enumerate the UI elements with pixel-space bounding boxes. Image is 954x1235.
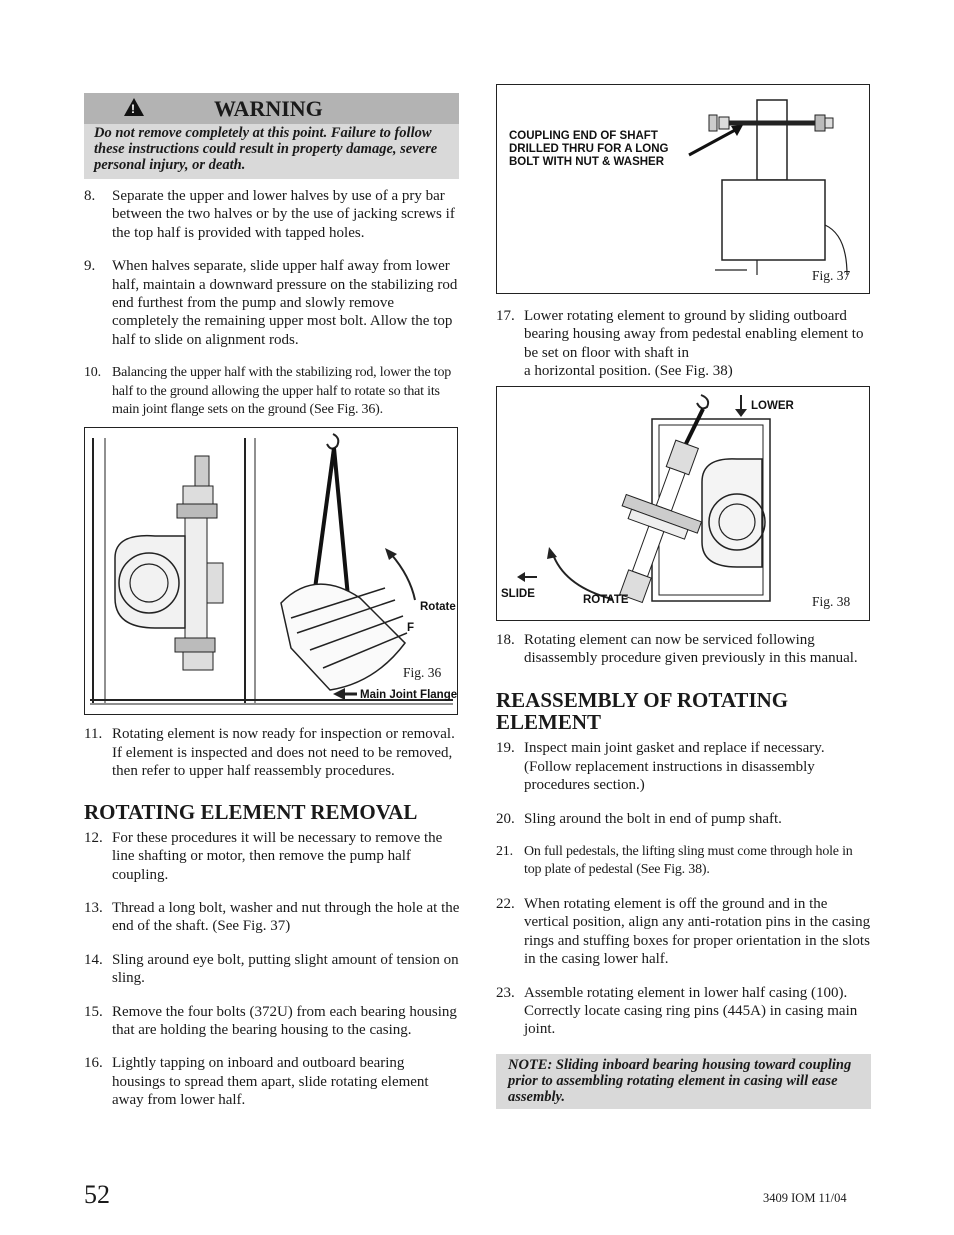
steps-list-17 bbox=[496, 307, 871, 381]
step-18 bbox=[496, 631, 871, 668]
step-text: When rotating element is off the ground and in the vertical position, align any anti-rotation pins in the casing rings and stuffing boxes for proper orientation in the slots in the casing lower half. bbox=[524, 895, 871, 968]
fig38-rotate-label: ROTATE bbox=[583, 593, 629, 606]
step-number: 18. bbox=[496, 631, 515, 648]
fig36-rotate-label: Rotate bbox=[420, 601, 456, 614]
step-number: 13. bbox=[84, 899, 103, 916]
figure-38 bbox=[496, 386, 870, 621]
step-10 bbox=[84, 364, 460, 419]
step-text: Assemble rotating element in lower half casing (100). Correctly locate casing ring pins (445A) in casing main joint. bbox=[524, 984, 858, 1038]
step-21 bbox=[496, 843, 871, 880]
step-13 bbox=[84, 899, 460, 936]
fig37-label-line3: BOLT WITH NUT & WASHER bbox=[509, 156, 665, 168]
fig37-label-line1: COUPLING END OF SHAFT bbox=[509, 130, 658, 142]
step-text: Lower rotating element to ground by sliding outboard bearing housing away from pedestal enabling element to be set on floor with shaft in bbox=[524, 308, 864, 361]
step-9 bbox=[84, 257, 460, 349]
step-text: Sling around the bolt in end of pump shaft. bbox=[524, 810, 782, 827]
step-number: 21. bbox=[496, 844, 513, 860]
warning-box bbox=[84, 93, 459, 179]
warning-title: WARNING bbox=[214, 96, 323, 121]
step-text: Balancing the upper half with the stabilizing rod, lower the top half to the ground allowing the upper half to rotate so that its main joint flange sets on the ground (See Fig. 36). bbox=[112, 365, 452, 418]
fig36-illustration bbox=[85, 428, 457, 714]
fig37-caption: Fig. 37 bbox=[812, 268, 851, 283]
step-number: 11. bbox=[84, 726, 103, 743]
steps-list-removal bbox=[84, 829, 460, 1110]
steps-list-18 bbox=[496, 631, 871, 668]
step-text: Separate the upper and lower halves by use of a pry bar between the two halves or by the use of jacking screws if the top half is provided with tapped holes. bbox=[112, 188, 455, 241]
step-20 bbox=[496, 810, 871, 828]
step-text: On full pedestals, the lifting sling must come through hole in top plate of pedestal (See Fig. 38). bbox=[524, 844, 853, 878]
step-12 bbox=[84, 829, 460, 884]
figure-37 bbox=[496, 84, 870, 294]
figure-36 bbox=[84, 427, 458, 715]
step-number: 23. bbox=[496, 984, 515, 1001]
step-11 bbox=[84, 725, 460, 780]
step-8 bbox=[84, 187, 460, 242]
step-text: Lightly tapping on inboard and outboard bearing housings to spread them apart, slide rotating element away from lower half. bbox=[112, 1055, 429, 1109]
fig37-illustration bbox=[497, 85, 869, 293]
fig37-label-line2: DRILLED THRU FOR A LONG bbox=[509, 143, 669, 155]
left-column bbox=[84, 93, 460, 1125]
step-text: Thread a long bolt, washer and nut through the hole at the end of the shaft. (See Fig. 37) bbox=[112, 899, 460, 935]
step-text-continued: a horizontal position. (See Fig. 38) bbox=[524, 363, 733, 380]
warning-text: Do not remove completely at this point. Failure to follow these instructions could result in property damage, severe personal injury, or death. bbox=[94, 125, 438, 173]
note-box: NOTE: Sliding inboard bearing housing toward coupling prior to assembling rotating element in casing will ease assembly. bbox=[496, 1054, 871, 1109]
warning-triangle-icon: ! bbox=[124, 98, 144, 116]
step-number: 22. bbox=[496, 895, 515, 912]
step-text: Rotating element can now be serviced following disassembly procedure given previously in this manual. bbox=[524, 631, 858, 667]
fig36-flange-label: Main Joint Flange bbox=[360, 689, 457, 702]
step-16 bbox=[84, 1054, 460, 1109]
step-text: Rotating element is now ready for inspection or removal. If element is inspected and does not need to be removed, then refer to upper half reassembly procedures. bbox=[112, 726, 455, 780]
step-22 bbox=[496, 895, 871, 969]
step-19 bbox=[496, 739, 871, 794]
step-23 bbox=[496, 984, 871, 1039]
step-number: 14. bbox=[84, 951, 103, 968]
step-number: 12. bbox=[84, 829, 103, 846]
step-number: 10. bbox=[84, 365, 101, 381]
fig38-slide-label: SLIDE bbox=[501, 587, 535, 600]
section-heading-reassembly: REASSEMBLY OF ROTATING ELEMENT bbox=[496, 688, 789, 735]
fig38-lower-label: LOWER bbox=[751, 399, 794, 412]
step-number: 15. bbox=[84, 1003, 103, 1020]
page-number: 52 bbox=[84, 1180, 110, 1209]
fig38-illustration bbox=[497, 387, 869, 620]
warning-header bbox=[84, 93, 459, 124]
step-17 bbox=[496, 307, 871, 381]
step-text: Sling around eye bolt, putting slight amount of tension on sling. bbox=[112, 951, 459, 987]
step-number: 16. bbox=[84, 1055, 103, 1072]
step-number: 8. bbox=[84, 188, 96, 204]
step-text: When halves separate, slide upper half away from lower half, maintain a downward pressure on the stabilizing rod end furthest from the pump and slowly remove completely the remaining upper most bolt. Allow the top half to slide on alignment rods. bbox=[112, 258, 458, 348]
steps-list-reassembly bbox=[496, 739, 871, 1038]
step-14 bbox=[84, 951, 460, 988]
fig36-caption: Fig. 36 bbox=[403, 665, 442, 681]
step-15 bbox=[84, 1003, 460, 1040]
step-number: 20. bbox=[496, 810, 515, 827]
document-code: 3409 IOM 11/04 bbox=[763, 1191, 847, 1205]
step-number: 19. bbox=[496, 740, 515, 757]
fig38-caption: Fig. 38 bbox=[812, 593, 851, 609]
fig36-f-label: F bbox=[407, 622, 415, 635]
steps-list-11 bbox=[84, 725, 460, 780]
step-text: For these procedures it will be necessary to remove the line shafting or motor, then remove the pump half coupling. bbox=[112, 829, 443, 883]
section-heading-removal: ROTATING ELEMENT REMOVAL bbox=[84, 799, 418, 824]
step-text: Inspect main joint gasket and replace if necessary. (Follow replacement instructions in disassembly procedures section.) bbox=[524, 740, 825, 794]
steps-list bbox=[84, 187, 460, 419]
right-column bbox=[496, 84, 871, 1109]
step-number: 17. bbox=[496, 308, 515, 324]
step-number: 9. bbox=[84, 258, 96, 275]
step-text: Remove the four bolts (372U) from each bearing housing that are holding the bearing housing to the casing. bbox=[112, 1003, 457, 1038]
